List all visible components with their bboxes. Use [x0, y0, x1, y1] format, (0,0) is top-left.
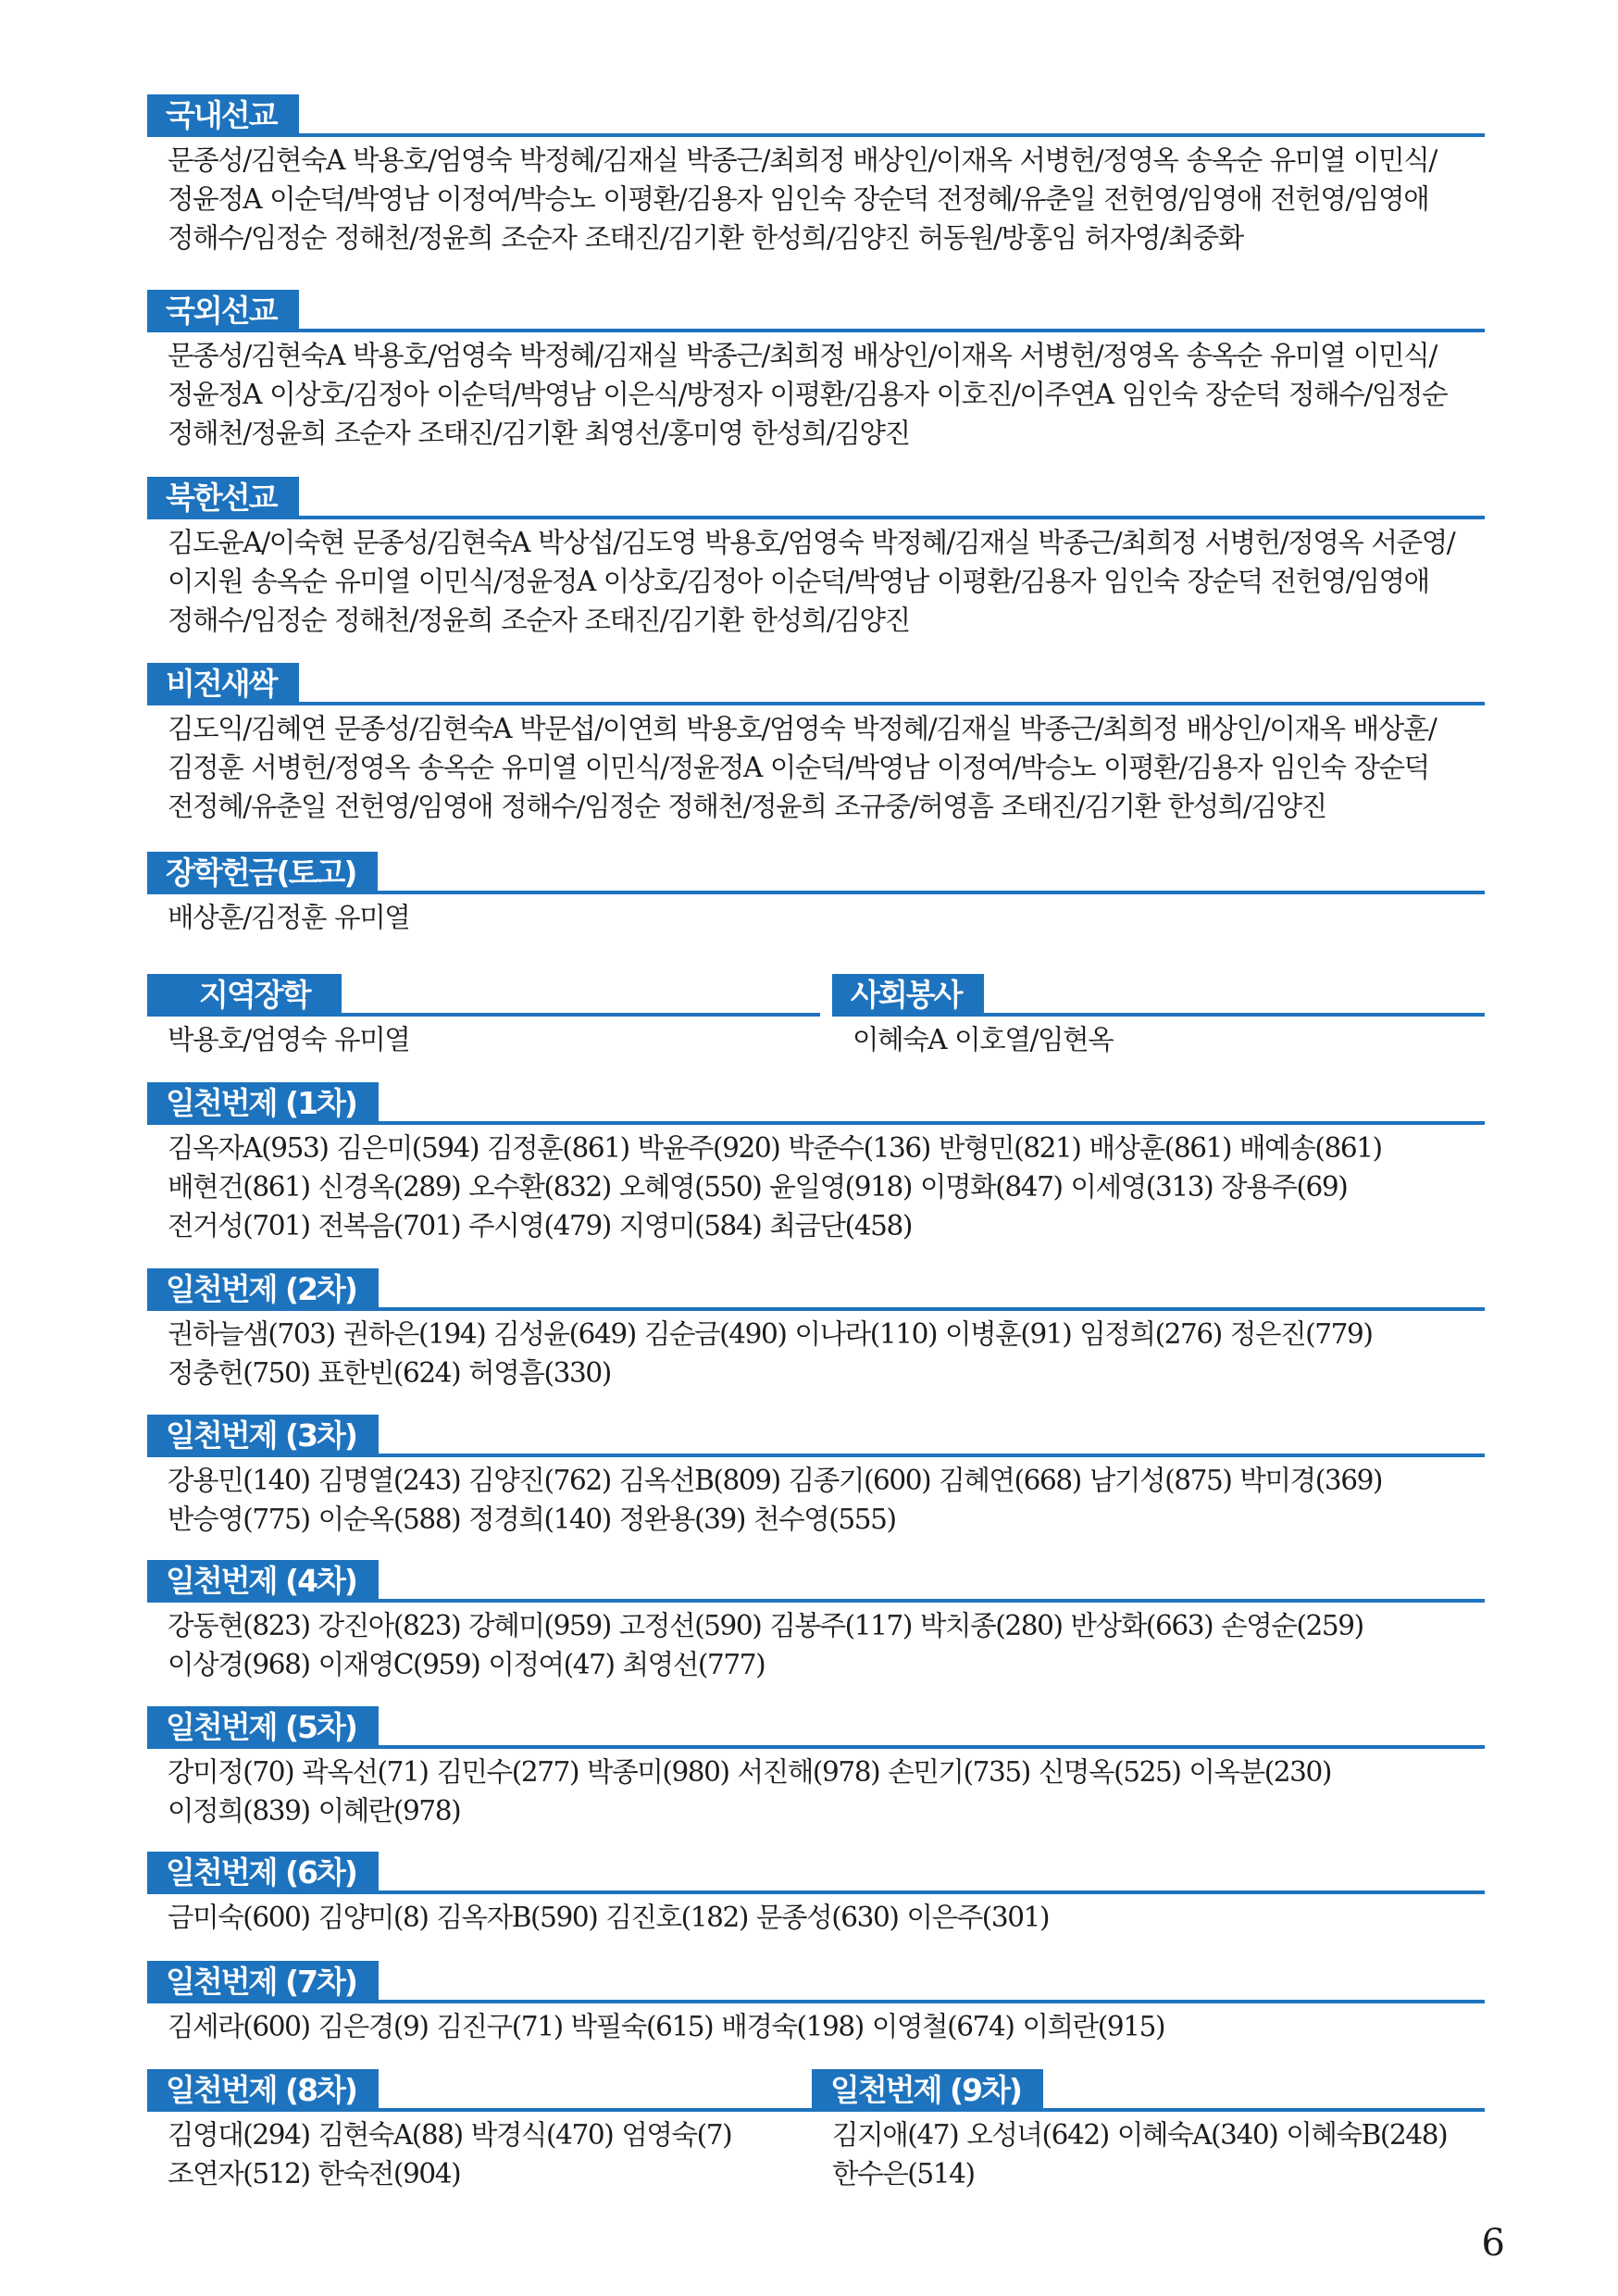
section-header	[147, 477, 1485, 519]
section-divider	[147, 1307, 1485, 1311]
section-scholarship-fund	[147, 852, 1485, 937]
section-header	[147, 94, 1485, 137]
section-thousand-offering-3	[147, 1415, 1485, 1539]
section-header	[147, 663, 1485, 705]
section-regional-scholarship	[147, 974, 820, 1059]
section-title: 국내선교	[147, 94, 299, 137]
section-title: 비전새싹	[147, 663, 299, 705]
section-divider	[147, 1454, 1485, 1457]
section-divider	[812, 2108, 1485, 2112]
section-title: 사회봉사	[832, 974, 984, 1017]
donor-names: 문종성/김현숙A 박용호/엄영숙 박정혜/김재실 박종근/최희정 배상인/이재옥 서병헌/정영옥 송옥순 유미열 이민식/ 정윤정A 이상호/김정아 이순덕/박영남 이은식/방정자 이평환/김용자 이호진/이주연A 임인숙 장순덕 정해수/임정순 정해천/정윤희 조순자 조태진/김기환 최영선/홍미영 한성희/김양진	[168, 340, 1448, 449]
section-thousand-offering-2	[147, 1268, 1485, 1392]
donor-names: 강동현(823) 강진아(823) 강혜미(959) 고정선(590) 김봉주(117) 박치종(280) 반상화(663) 손영순(259) 이상경(968) 이재영C(959) 이정여(47) 최영선(777)	[168, 1610, 1363, 1680]
section-header	[147, 1415, 1485, 1457]
donor-names: 강용민(140) 김명열(243) 김양진(762) 김옥선B(809) 김종기(600) 김혜연(668) 남기성(875) 박미경(369) 반승영(775) 이순옥(588) 정경희(140) 정완용(39) 천수영(555)	[168, 1465, 1383, 1535]
section-divider	[147, 1121, 1485, 1125]
section-header	[147, 290, 1485, 332]
section-domestic-mission	[147, 94, 1485, 257]
section-divider	[147, 1745, 1485, 1749]
section-header	[832, 974, 1485, 1017]
section-north-korea-mission	[147, 477, 1485, 640]
section-title: 일천번제 (4차)	[147, 1560, 379, 1603]
donor-names: 박용호/엄영숙 유미열	[168, 1024, 410, 1055]
section-divider	[147, 702, 1485, 705]
donor-names: 김도익/김혜연 문종성/김현숙A 박문섭/이연희 박용호/엄영숙 박정혜/김재실 박종근/최희정 배상인/이재옥 배상훈/ 김정훈 서병헌/정영옥 송옥순 유미열 이민식/정윤정A 이순덕/박영남 이정여/박승노 이평환/김용자 임인숙 장순덕 전정혜/유춘일 전헌영/임영애 정해수/임정순 정해천/정윤희 조규중/허영흠 조태진/김기환 한성희/김양진	[168, 713, 1437, 822]
section-social-service	[832, 974, 1485, 1059]
section-title: 일천번제 (5차)	[147, 1706, 379, 1749]
section-title: 국외선교	[147, 290, 299, 332]
section-title: 일천번제 (1차)	[147, 1082, 379, 1125]
section-header	[147, 1560, 1485, 1603]
section-title: 일천번제 (3차)	[147, 1415, 379, 1457]
section-title: 지역장학	[147, 974, 342, 1017]
section-overseas-mission	[147, 290, 1485, 453]
section-vision-sprout	[147, 663, 1485, 826]
section-divider	[147, 516, 1485, 519]
section-divider	[147, 891, 1485, 894]
donor-names: 김지애(47) 오성녀(642) 이혜숙A(340) 이혜숙B(248) 한수은(514)	[832, 2119, 1448, 2190]
section-header	[812, 2069, 1485, 2112]
section-divider	[147, 1599, 1485, 1603]
donor-names: 김도윤A/이숙현 문종성/김현숙A 박상섭/김도영 박용호/엄영숙 박정혜/김재실 박종근/최희정 서병헌/정영옥 서준영/ 이지원 송옥순 유미열 이민식/정윤정A 이상호/김정아 이순덕/박영남 이평환/김용자 임인숙 장순덕 전헌영/임영애 정해수/임정순 정해천/정윤희 조순자 조태진/김기환 한성희/김양진	[168, 527, 1455, 636]
donor-names: 배상훈/김정훈 유미열	[168, 902, 410, 933]
donor-names: 금미숙(600) 김양미(8) 김옥자B(590) 김진호(182) 문종성(630) 이은주(301)	[168, 1902, 1050, 1933]
section-title: 일천번제 (7차)	[147, 1961, 379, 2003]
section-thousand-offering-5	[147, 1706, 1485, 1830]
section-thousand-offering-9	[812, 2069, 1485, 2193]
donor-names: 김세라(600) 김은경(9) 김진구(71) 박필숙(615) 배경숙(198) 이영철(674) 이희란(915)	[168, 2011, 1165, 2042]
section-thousand-offering-7	[147, 1961, 1485, 2046]
section-header	[147, 1961, 1485, 2003]
section-thousand-offering-6	[147, 1852, 1485, 1937]
section-divider	[147, 133, 1485, 137]
section-thousand-offering-8	[147, 2069, 820, 2193]
section-header	[147, 1706, 1485, 1749]
page-number: 6	[1481, 2222, 1505, 2265]
section-divider	[147, 329, 1485, 332]
donor-names: 김영대(294) 김현숙A(88) 박경식(470) 엄영숙(7) 조연자(512) 한숙전(904)	[168, 2119, 732, 2190]
section-header	[147, 1082, 1485, 1125]
donor-names: 이혜숙A 이호열/임현옥	[853, 1024, 1114, 1055]
section-divider	[147, 2000, 1485, 2003]
section-header	[147, 852, 1485, 894]
section-divider	[147, 2108, 820, 2112]
section-title: 일천번제 (6차)	[147, 1852, 379, 1894]
section-thousand-offering-4	[147, 1560, 1485, 1684]
donor-names: 김옥자A(953) 김은미(594) 김정훈(861) 박윤주(920) 박준수(136) 반형민(821) 배상훈(861) 배예송(861) 배현건(861) 신경옥(289) 오수환(832) 오혜영(550) 윤일영(918) 이명화(847) 이세영(313) 장용주(69) 전거성(701) 전복음(701) 주시영(479) 지영미(584) 최금단(458)	[168, 1132, 1382, 1242]
section-title: 장학헌금(토고)	[147, 852, 378, 894]
section-thousand-offering-1	[147, 1082, 1485, 1245]
donor-names: 문종성/김현숙A 박용호/엄영숙 박정혜/김재실 박종근/최희정 배상인/이재옥 서병헌/정영옥 송옥순 유미열 이민식/ 정윤정A 이순덕/박영남 이정여/박승노 이평환/김용자 임인숙 장순덕 전정혜/유춘일 전헌영/임영애 전헌영/임영애 정해수/임정순 정해천/정윤희 조순자 조태진/김기환 한성희/김양진 허동원/방홍임 허자영/최중화	[168, 144, 1437, 254]
section-divider	[832, 1013, 1485, 1017]
section-title: 일천번제 (9차)	[812, 2069, 1043, 2112]
section-header	[147, 1852, 1485, 1894]
section-header	[147, 974, 820, 1017]
section-title: 북한선교	[147, 477, 299, 519]
donor-names: 강미정(70) 곽옥선(71) 김민수(277) 박종미(980) 서진해(978) 손민기(735) 신명옥(525) 이옥분(230) 이정희(839) 이혜란(978)	[168, 1756, 1332, 1827]
section-title: 일천번제 (8차)	[147, 2069, 379, 2112]
section-divider	[147, 1013, 820, 1017]
donor-names: 권하늘샘(703) 권하은(194) 김성윤(649) 김순금(490) 이나라(110) 이병훈(91) 임정희(276) 정은진(779) 정충헌(750) 표한빈(624) 허영흠(330)	[168, 1318, 1373, 1389]
section-header	[147, 1268, 1485, 1311]
section-divider	[147, 1890, 1485, 1894]
section-title: 일천번제 (2차)	[147, 1268, 379, 1311]
section-header	[147, 2069, 820, 2112]
